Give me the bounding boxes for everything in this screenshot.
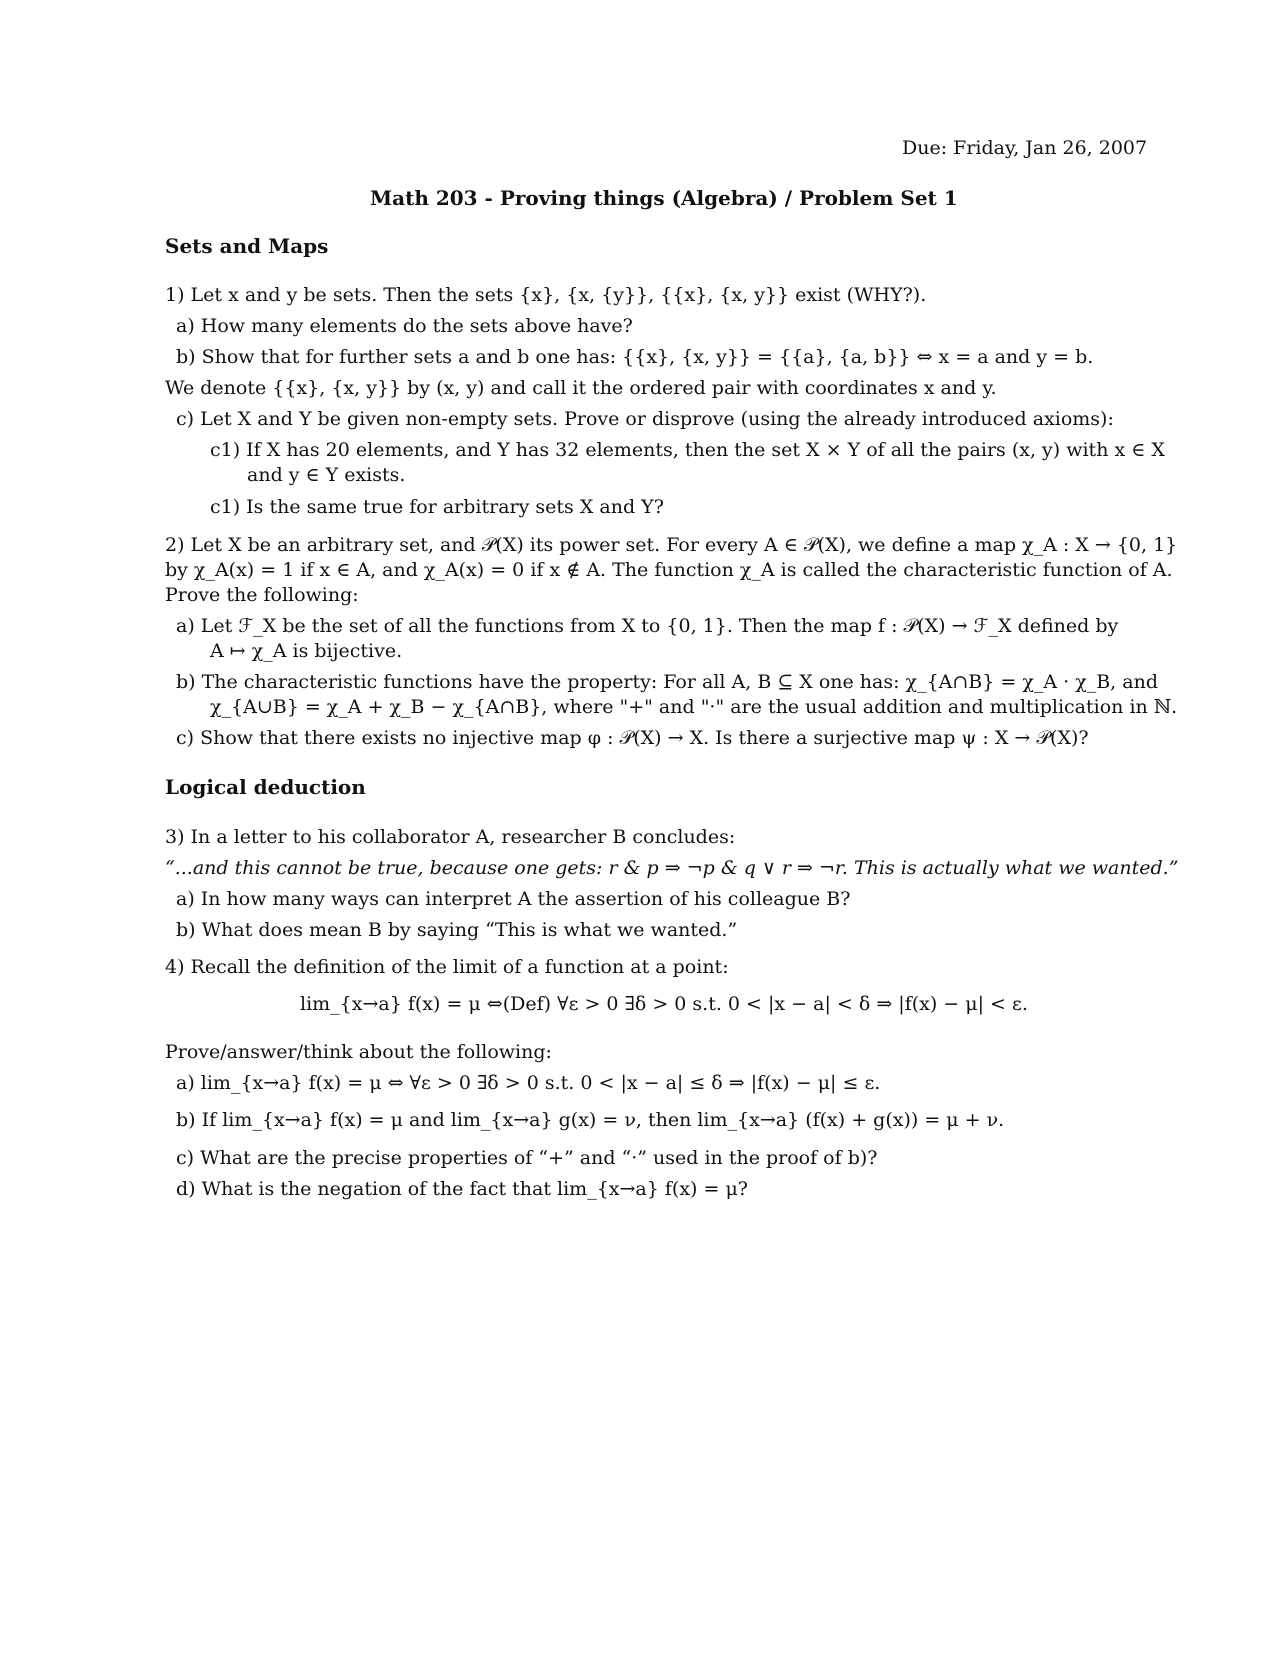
problem-3a: a) In how many ways can interpret A the assertion of his colleague B? <box>176 888 851 910</box>
problem-2b-line-2: χ_{A∪B} = χ_A + χ_B − χ_{A∩B}, where "+" and "·" are the usual addition and multiplication in ℕ. <box>210 696 1178 718</box>
section-heading-sets-maps: Sets and Maps <box>165 234 329 258</box>
ordered-pair-definition: We denote {{x}, {x, y}} by (x, y) and call it the ordered pair with coordinates x and y. <box>165 377 997 399</box>
problem-4d: d) What is the negation of the fact that lim_{x→a} f(x) = μ? <box>176 1178 748 1200</box>
problem-3-quote: “...and this cannot be true, because one gets: r & p ⇒ ¬p & q ∨ r ⇒ ¬r. This is actually what we wanted.” <box>165 857 1179 879</box>
section-heading-logical-deduction: Logical deduction <box>165 775 366 799</box>
problem-1c1-line-1: c1) If X has 20 elements, and Y has 32 elements, then the set X × Y of all the pairs (x, y) with x ∈ X <box>210 439 1165 461</box>
problem-2a-line-1: a) Let ℱ_X be the set of all the functions from X to {0, 1}. Then the map f : 𝒫(X) → ℱ_X defined by <box>176 615 1119 637</box>
problem-1b: b) Show that for further sets a and b one has: {{x}, {x, y}} = {{a}, {a, b}} ⇔ x = a and y = b. <box>176 346 1094 368</box>
problem-4c: c) What are the precise properties of “+” and “·” used in the proof of b)? <box>176 1147 878 1169</box>
problem-1-intro: 1) Let x and y be sets. Then the sets {x}, {x, {y}}, {{x}, {x, y}} exist (WHY?). <box>165 284 927 306</box>
problem-2-line-1: 2) Let X be an arbitrary set, and 𝒫(X) its power set. For every A ∈ 𝒫(X), we define a map χ_A : X → {0, 1} <box>165 534 1178 556</box>
problem-3-intro: 3) In a letter to his collaborator A, researcher B concludes: <box>165 826 736 848</box>
problem-2-line-3: Prove the following: <box>165 584 359 606</box>
problem-1c: c) Let X and Y be given non-empty sets. Prove or disprove (using the already introduced axioms): <box>176 408 1114 430</box>
page-title: Math 203 - Proving things (Algebra) / Problem Set 1 <box>370 186 958 210</box>
problem-4-intro: 4) Recall the definition of the limit of a function at a point: <box>165 956 729 978</box>
problem-3b: b) What does mean B by saying “This is what we wanted.” <box>176 919 738 941</box>
problem-4-prompt: Prove/answer/think about the following: <box>165 1041 552 1063</box>
problem-2-line-2: by χ_A(x) = 1 if x ∈ A, and χ_A(x) = 0 if x ∉ A. The function χ_A is called the characteristic function of A. <box>165 559 1173 581</box>
limit-definition-display: lim_{x→a} f(x) = μ ⇔(Def) ∀ε > 0 ∃δ > 0 s.t. 0 < |x − a| < δ ⇒ |f(x) − μ| < ε. <box>300 993 1028 1015</box>
problem-4b: b) If lim_{x→a} f(x) = μ and lim_{x→a} g(x) = ν, then lim_{x→a} (f(x) + g(x)) = μ + ν. <box>176 1109 1005 1131</box>
problem-1a: a) How many elements do the sets above have? <box>176 315 633 337</box>
problem-4a: a) lim_{x→a} f(x) = μ ⇔ ∀ε > 0 ∃δ > 0 s.t. 0 < |x − a| ≤ δ ⇒ |f(x) − μ| ≤ ε. <box>176 1072 881 1094</box>
due-date: Due: Friday, Jan 26, 2007 <box>902 137 1148 159</box>
problem-2b-line-1: b) The characteristic functions have the property: For all A, B ⊆ X one has: χ_{A∩B} = χ_A · χ_B, and <box>176 671 1158 693</box>
problem-2a-line-2: A ↦ χ_A is bijective. <box>210 640 403 662</box>
problem-1c2: c1) Is the same true for arbitrary sets X and Y? <box>210 496 664 518</box>
problem-1c1-line-2: and y ∈ Y exists. <box>247 464 406 486</box>
problem-2c: c) Show that there exists no injective map φ : 𝒫(X) → X. Is there a surjective map ψ : X → 𝒫(X)? <box>176 727 1089 749</box>
